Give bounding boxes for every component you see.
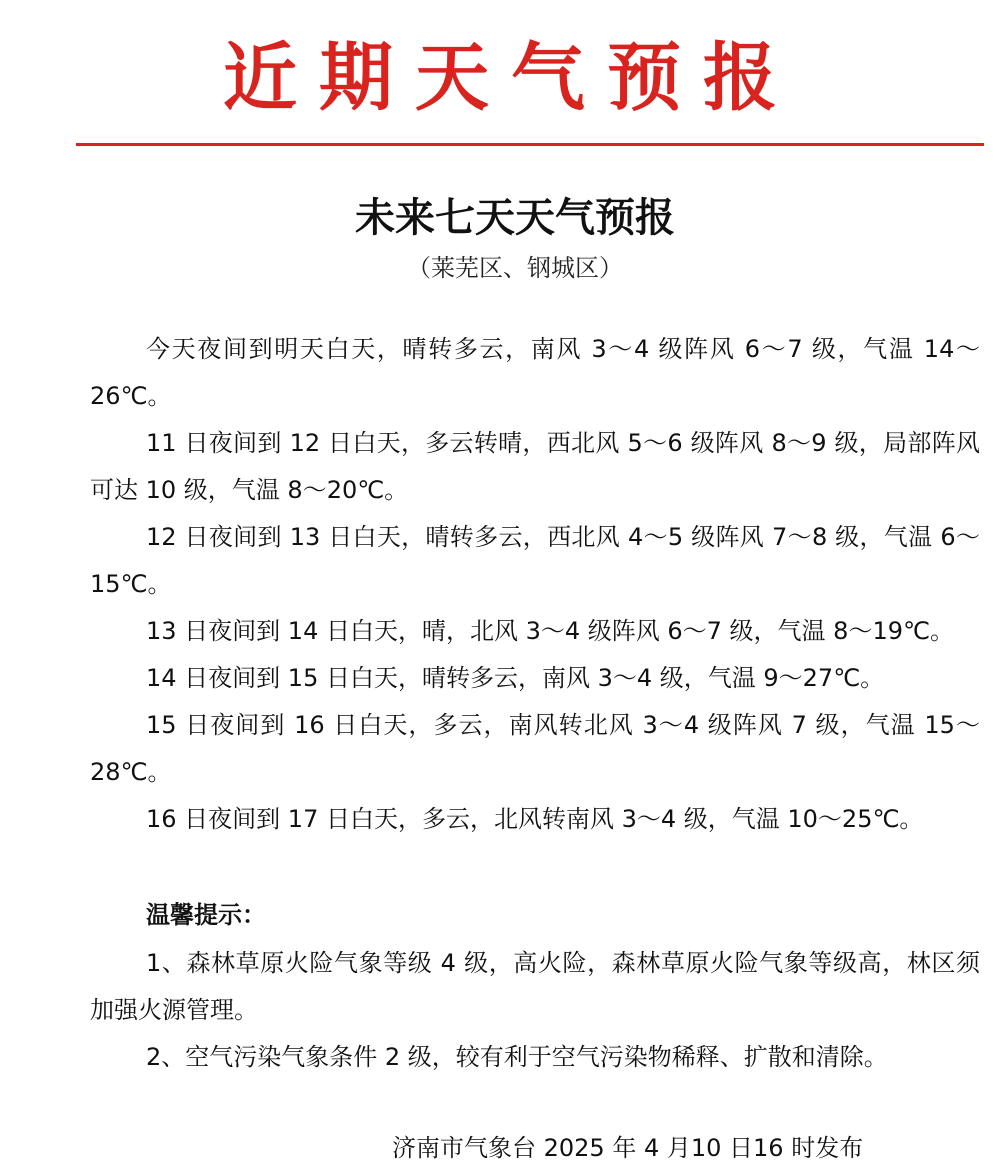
tip-air-pollution: 2、空气污染气象条件 2 级，较有利于空气污染物稀释、扩散和清除。 bbox=[146, 1043, 888, 1071]
masthead-title: 近期天气预报 bbox=[223, 35, 799, 121]
document-title: 未来七天天气预报 bbox=[355, 194, 675, 241]
forecast-paragraph-day-14: 14 日夜间到 15 日白天，晴转多云，南风 3～4 级，气温 9～27℃。 bbox=[146, 664, 885, 692]
tip-fire-risk: 1、森林草原火险气象等级 4 级，高火险，森林草原火险气象等级高，林区须加强火源管理。 bbox=[90, 949, 980, 1024]
forecast-paragraph-day-15: 15 日夜间到 16 日白天，多云，南风转北风 3～4 级阵风 7 级，气温 15～28℃。 bbox=[90, 711, 980, 786]
forecast-paragraph-today: 今天夜间到明天白天，晴转多云，南风 3～4 级阵风 6～7 级，气温 14～26℃。 bbox=[90, 335, 980, 410]
forecast-paragraph-day-11: 11 日夜间到 12 日白天，多云转晴，西北风 5～6 级阵风 8～9 级，局部阵风可达 10 级，气温 8～20℃。 bbox=[90, 429, 980, 504]
forecast-paragraph-day-16: 16 日夜间到 17 日白天，多云，北风转南风 3～4 级，气温 10～25℃。 bbox=[146, 805, 924, 833]
tips-heading: 温馨提示： bbox=[146, 901, 266, 929]
forecast-paragraph-day-13: 13 日夜间到 14 日白天，晴，北风 3～4 级阵风 6～7 级，气温 8～19℃。 bbox=[146, 617, 954, 645]
masthead-divider bbox=[76, 143, 984, 146]
forecast-paragraph-day-12: 12 日夜间到 13 日白天，晴转多云，西北风 4～5 级阵风 7～8 级，气温 6～15℃。 bbox=[90, 523, 980, 598]
tips-list bbox=[90, 940, 980, 1081]
document-subtitle: （莱芜区、钢城区） bbox=[407, 254, 623, 282]
issuer-signature: 济南市气象台 2025 年 4 月10 日16 时发布 bbox=[392, 1134, 864, 1162]
forecast-list bbox=[90, 326, 980, 843]
